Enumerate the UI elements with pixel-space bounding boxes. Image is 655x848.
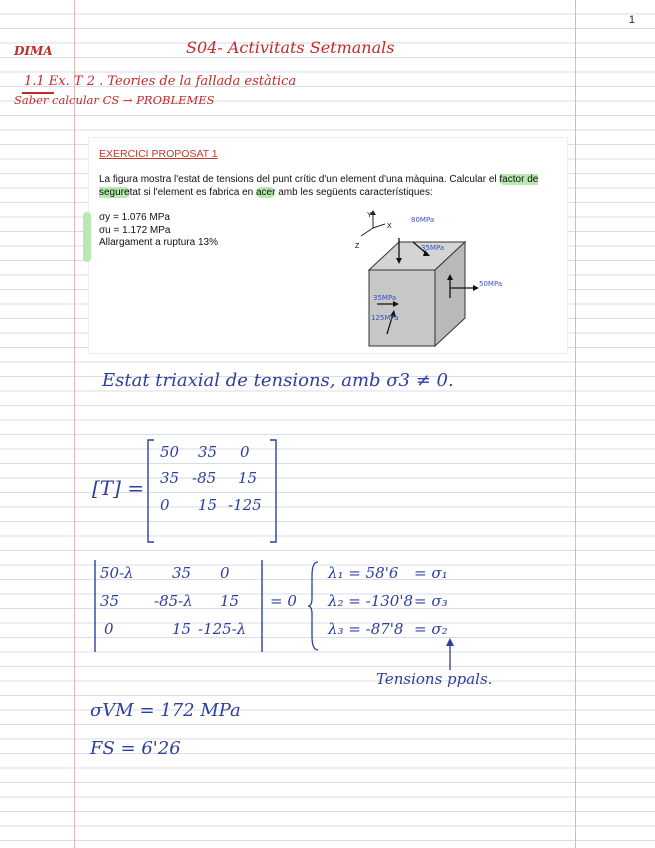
axis-x-label: X — [387, 223, 392, 230]
highlight-factor: factor de segure — [99, 174, 539, 198]
label-side: 50MPa — [479, 280, 503, 288]
sigma-1: = σ₁ — [414, 564, 448, 582]
triaxial-state-note: Estat triaxial de tensions, amb σ3 ≠ 0. — [102, 370, 454, 391]
von-mises-result: σVM = 172 MPa — [90, 700, 241, 721]
ultimate-strength: σu = 1.172 MPa — [99, 224, 171, 236]
page-margin-right — [575, 0, 576, 848]
stress-tensor-matrix — [140, 436, 290, 546]
tensor-label: [T] = — [92, 476, 145, 500]
axis-y-label: Y — [367, 212, 372, 219]
author-name: DIMA — [14, 44, 53, 58]
det-cell-2-0: 0 — [104, 620, 114, 638]
page-title: S04- Activitats Setmanals — [186, 38, 395, 57]
eigen-brace — [308, 562, 318, 650]
stress-cube-figure — [347, 210, 547, 350]
highlight-acer: acer — [256, 187, 276, 198]
label-top-shear: 35MPa — [421, 244, 445, 252]
pointer-arrow-head — [446, 638, 454, 646]
lambda-3: λ₃ = -87'8 — [328, 620, 404, 638]
matrix-cell-2-2: -125 — [228, 496, 262, 514]
det-equals-zero: = 0 — [270, 592, 297, 610]
matrix-cell-0-1: 35 — [198, 443, 218, 461]
label-front: 125MPa — [371, 314, 399, 322]
axis-z-line — [361, 228, 373, 236]
yield-strength: σy = 1.076 MPa — [99, 212, 170, 223]
exercise-card — [88, 137, 568, 354]
cube-front-face — [369, 270, 435, 346]
lambda-2: λ₂ = -130'8 — [328, 592, 413, 610]
pointer-arrow — [440, 636, 460, 672]
statement-part-2: tat si l'element es fabrica en — [129, 187, 256, 198]
det-cell-1-1: -85-λ — [154, 592, 193, 610]
label-top: 80MPa — [411, 216, 435, 224]
material-properties — [99, 212, 218, 250]
det-cell-0-2: 0 — [220, 564, 230, 582]
characteristic-determinant — [90, 556, 320, 656]
label-front-shear: 35MPa — [373, 294, 397, 302]
det-cell-0-0: 50-λ — [100, 564, 134, 582]
exercise-title: EXERCICI PROPOSAT 1 — [99, 148, 218, 160]
det-cell-2-2: -125-λ — [198, 620, 247, 638]
matrix-cell-1-1: -85 — [192, 469, 217, 487]
activity-heading: 1.1 Ex. T 2 . Teories de la fallada estàtica — [24, 74, 297, 89]
sigma-3: = σ₃ — [414, 592, 448, 610]
matrix-cell-1-0: 35 — [160, 469, 180, 487]
principal-stresses-label: Tensions ppals. — [376, 670, 493, 688]
det-cell-1-2: 15 — [220, 592, 240, 610]
elongation: Allargament a ruptura 13% — [99, 237, 218, 248]
sigma-2: = σ₂ — [414, 620, 448, 638]
activity-subtitle: Saber calcular CS → PROBLEMES — [14, 93, 215, 107]
matrix-cell-2-0: 0 — [160, 496, 170, 514]
matrix-cell-0-2: 0 — [240, 443, 250, 461]
lambda-1: λ₁ = 58'6 — [328, 564, 399, 582]
page-margin-left — [74, 0, 75, 848]
det-cell-1-0: 35 — [100, 592, 120, 610]
det-cell-0-1: 35 — [172, 564, 192, 582]
matrix-cell-0-0: 50 — [160, 443, 180, 461]
axis-z-label: Z — [355, 243, 360, 250]
matrix-bracket-left — [148, 440, 154, 542]
highlight-bar — [83, 212, 91, 262]
matrix-bracket-right — [270, 440, 276, 542]
matrix-cell-1-2: 15 — [238, 469, 258, 487]
det-cell-2-1: 15 — [172, 620, 192, 638]
axis-x-line — [373, 224, 385, 228]
page-number: 1 — [628, 14, 635, 26]
statement-part-3: amb les següents característiques: — [275, 187, 433, 198]
exercise-statement — [99, 173, 561, 199]
safety-factor-result: FS = 6'26 — [90, 738, 181, 759]
matrix-cell-2-1: 15 — [198, 496, 218, 514]
statement-part-1: La figura mostra l'estat de tensions del punt crític d'un element d'una màquina. Calcular el — [99, 174, 500, 185]
